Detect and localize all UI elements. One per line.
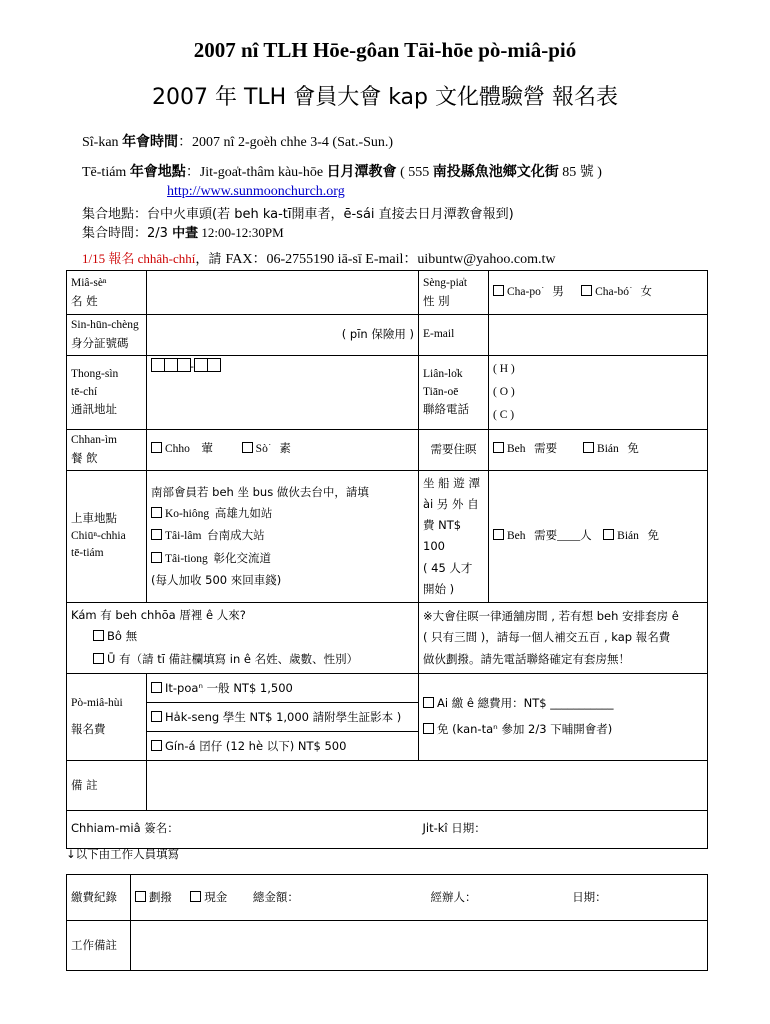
church-website-link[interactable]: http://www.sunmoonchurch.org [167, 184, 345, 199]
fee-student-checkbox[interactable] [151, 711, 162, 722]
lodging-no-checkbox[interactable] [583, 442, 594, 453]
date-field[interactable]: Ji̍t-kî 日期： [419, 811, 708, 849]
female-checkbox[interactable] [581, 285, 592, 296]
form-title-poj: 2007 nî TLH Hōe-gôan Tāi-hōe pò-miâ-pió [193, 38, 577, 62]
handler-field[interactable]: 經辦人： [430, 889, 477, 904]
family-room-row [67, 603, 708, 674]
lodging-options: Beh 需要 Bián 免 [489, 430, 708, 471]
name-label: Miâ-sèⁿ 名 姓 [67, 271, 147, 315]
gather-place-line: 集合地點：台中火車頭(若 beh ka-tī開車者，ē-sái 直接去日月潭教會報到) [82, 207, 514, 222]
pickup-label: 上車地點 Chiūⁿ-chhia tē-tiám [67, 470, 147, 603]
remarks-row [67, 761, 708, 811]
family-no-checkbox[interactable] [93, 630, 104, 641]
boat-no-checkbox[interactable] [603, 529, 614, 540]
meal-veg-checkbox[interactable] [242, 442, 253, 453]
name-input[interactable] [147, 271, 419, 315]
male-checkbox[interactable] [493, 285, 504, 296]
zip-box-2[interactable] [164, 358, 178, 372]
fee-row [67, 674, 708, 761]
fee-general-checkbox[interactable] [151, 682, 162, 693]
boat-label: 坐 船 遊 潭 ài 另 外 自 費 NT$ 100 ( 45 人才 開始 ) [419, 470, 489, 603]
pickup-boat-row [67, 470, 708, 603]
meal-options: Chho 葷 Sò͘ 素 [147, 430, 419, 471]
zip-box-5[interactable] [207, 358, 221, 372]
payment-record-fields: 劃撥 現金 總金額： 經辦人： 日期： [131, 875, 708, 921]
staff-remarks-label: 工作備註 [67, 921, 131, 971]
fee-total-checkbox[interactable] [423, 697, 434, 708]
boat-options: Beh 需要____人 Bián 免 [489, 470, 708, 603]
email-input[interactable] [489, 315, 708, 356]
remarks-input[interactable] [147, 761, 708, 811]
email-label: E-mail [419, 315, 489, 356]
zip-box-4[interactable] [194, 358, 208, 372]
fee-options: It-poaⁿ 一般 NT$ 1,500 Ha̍k-seng 學生 NT$ 1,000 請附學生証影本 ) Gín-á 囝仔 (12 hè 以下) NT$ 500 [147, 674, 419, 761]
phone-home[interactable]: ( H ) [493, 363, 515, 375]
meal-meat-checkbox[interactable] [151, 442, 162, 453]
transfer-checkbox[interactable] [135, 891, 146, 902]
total-amount-field[interactable]: 總金額： [252, 889, 299, 904]
meal-lodging-row [67, 430, 708, 471]
meeting-time-line: Sî-kan 年會時間：2007 nî 2-goèh chhe 3-4 (Sat.-Sun.) [82, 134, 394, 150]
id-input[interactable]: ( pīn 保險用 ) [147, 315, 419, 356]
staff-remarks-row [67, 921, 708, 971]
name-gender-row [67, 271, 708, 315]
zip-box-1[interactable] [151, 358, 165, 372]
boat-need-checkbox[interactable] [493, 529, 504, 540]
gather-time-line: 集合時間：2/3 中晝 12:00-12:30PM [82, 225, 284, 241]
registration-form-table [66, 270, 708, 849]
deadline-line: 1/15 報名 chhâh-chhí，請 FAX：06-2755190 iā-sī E-mail：uibuntw@yahoo.com.tw [82, 251, 556, 267]
family-yes-checkbox[interactable] [93, 653, 104, 664]
staff-remarks-input[interactable] [131, 921, 708, 971]
fee-exempt-checkbox[interactable] [423, 723, 434, 734]
lodging-label: 需要住暝 [419, 430, 489, 471]
pickup-changhua-checkbox[interactable] [151, 552, 162, 563]
gender-label: Sèng-pia̍t 性 別 [419, 271, 489, 315]
pickup-tainan-checkbox[interactable] [151, 529, 162, 540]
phone-label: Liân-lo̍k Tiān-oē 聯絡電話 [419, 356, 489, 430]
signature-row [67, 811, 708, 849]
gender-options: Cha-po͘ 男 Cha-bó͘ 女 [489, 271, 708, 315]
address-phone-row [67, 356, 708, 430]
staff-date-field[interactable]: 日期： [572, 889, 607, 904]
address-input[interactable]: - [147, 356, 419, 430]
meal-label: Chhan-ìm 餐 飲 [67, 430, 147, 471]
id-email-row [67, 315, 708, 356]
staff-note: ↓以下由工作人員填寫 [66, 847, 180, 861]
phone-inputs[interactable] [489, 356, 708, 430]
family-question: Kám 有 beh chhōa 厝裡 ê 人來? Bô 無 Ū 有（請 tī 備註欄填寫 in ê 名姓、歲數、性別） [67, 603, 419, 674]
payment-record-row [67, 875, 708, 921]
pickup-options: 南部會員若 beh 坐 bus 做伙去台中，請填 Ko-hiông 高雄九如站 Tâi-lâm 台南成大站 Tâi-tiong 彰化交流道 (每人加收 500 來回車錢) [147, 470, 419, 603]
lodging-need-checkbox[interactable] [493, 442, 504, 453]
phone-office[interactable]: ( O ) [493, 386, 515, 398]
staff-table [66, 874, 708, 971]
fee-child-checkbox[interactable] [151, 740, 162, 751]
payment-record-label: 繳費紀錄 [67, 875, 131, 921]
address-label: Thong-sìn tē-chí 通訊地址 [67, 356, 147, 430]
phone-cell[interactable]: ( C ) [493, 409, 515, 421]
form-title-han: 2007 年 TLH 會員大會 kap 文化體驗營 報名表 [152, 85, 618, 110]
zip-box-3[interactable] [177, 358, 191, 372]
signature-field[interactable]: Chhiam-miâ 簽名： [67, 811, 419, 849]
id-label: Sin-hūn-chèng 身分証號碼 [67, 315, 147, 356]
remarks-label: 備 註 [67, 761, 147, 811]
fee-total: Ai 繳 ê 總費用：NT$ ___________ 免 (kan-taⁿ 參加 2/3 下晡開會者) [419, 674, 708, 761]
boat-count-input[interactable]: ____ [557, 530, 581, 543]
suite-room-note: ※大會住暝一律通舖房間 , 若有想 beh 安排套房 ê ( 只有三間 )，請每一個人補交五百 , kap 報名費 做伙劃撥。請先電話聯絡確定有套房無！ [419, 603, 708, 674]
cash-checkbox[interactable] [190, 891, 201, 902]
fee-label: Pò-miâ-hùi 報名費 [67, 674, 147, 761]
pickup-kaohsiung-checkbox[interactable] [151, 507, 162, 518]
meeting-place-line: Tē-tiám 年會地點：Jit-goa̍t-thâm kàu-hōe 日月潭教會 ( 555 南投縣魚池鄉文化街 85 號 ) [82, 164, 602, 180]
